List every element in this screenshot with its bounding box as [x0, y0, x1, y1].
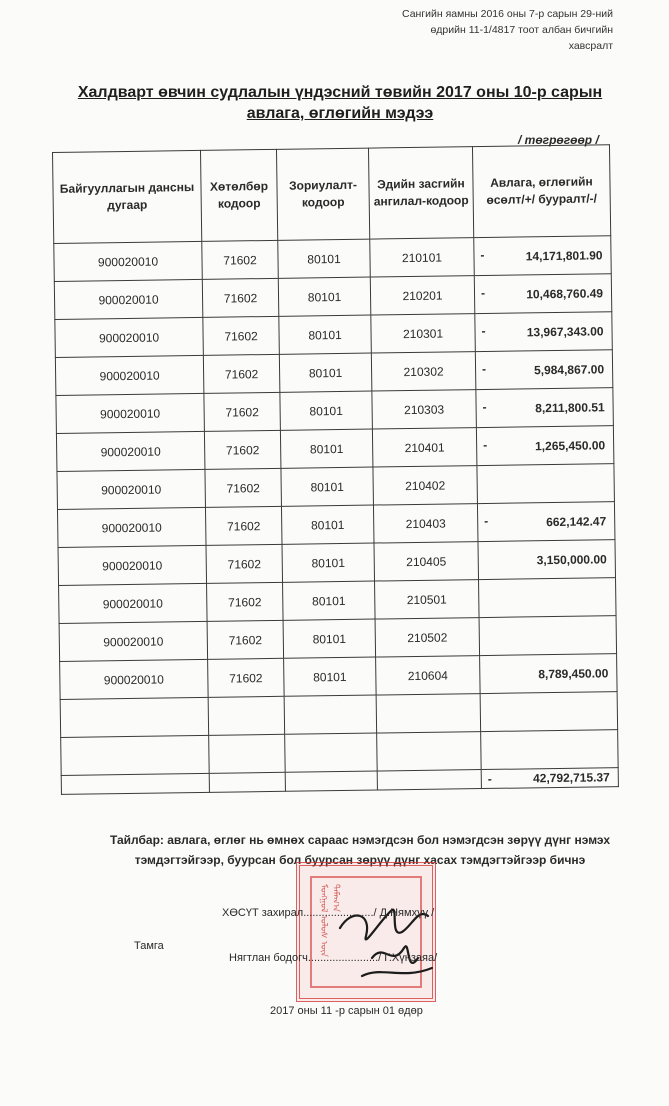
- accountant-name: ......................./ Г.Хүнзаяа/: [307, 952, 438, 964]
- cell-account: 900020010: [58, 545, 207, 585]
- sign-marker: -: [480, 285, 486, 301]
- column-header-purpose: Зориулалт-кодоор: [276, 148, 369, 240]
- cell-change-amount: [475, 350, 613, 390]
- cell-change-amount: [474, 236, 612, 276]
- cell-program: 71602: [203, 316, 280, 355]
- cell-program: 71602: [205, 506, 282, 545]
- cell-change-amount: [474, 274, 612, 314]
- cell-account: [61, 735, 210, 775]
- cell-program: [208, 696, 285, 735]
- handwritten-signature: [332, 888, 442, 988]
- cell-account: 900020010: [57, 469, 206, 509]
- cell-change-amount: [479, 616, 617, 656]
- cell-change-amount: [481, 730, 619, 770]
- cell-account: 900020010: [55, 317, 204, 357]
- table-header-row: [53, 145, 611, 244]
- total-empty-cell: [61, 773, 209, 794]
- attachment-note-line-2: өдрийн 11-1/4817 тоот албан бичгийн: [430, 24, 613, 36]
- stamp-label: Тамга: [134, 940, 164, 952]
- cell-economic-class: 210301: [371, 314, 476, 353]
- cell-economic-class: 210302: [371, 352, 476, 391]
- cell-purpose: 80101: [283, 581, 376, 620]
- cell-purpose: 80101: [278, 239, 371, 278]
- cell-purpose: 80101: [280, 391, 373, 430]
- cell-economic-class: 210405: [374, 542, 479, 581]
- cell-economic-class: 210604: [376, 656, 481, 695]
- cell-purpose: [285, 733, 378, 772]
- total-empty-cell: [209, 772, 285, 792]
- cell-change-amount: [477, 502, 615, 542]
- cell-program: 71602: [202, 278, 279, 317]
- sign-marker: -: [481, 323, 486, 339]
- cell-change-amount: [476, 388, 614, 428]
- cell-program: 71602: [204, 430, 281, 469]
- cell-program: 71602: [207, 582, 284, 621]
- accountant-title: Нягтлан бодогч: [229, 952, 308, 964]
- total-empty-cell: [377, 770, 481, 790]
- sign-marker: -: [484, 513, 489, 529]
- director-signature-line: [222, 907, 434, 919]
- cell-purpose: 80101: [279, 353, 372, 392]
- column-header-program: Хөтөлбөр кодоор: [200, 149, 277, 241]
- footnote-line-1: Тайлбар: авлага, өглөг нь өмнөх сараас нэмэгдсэн бол нэмэгдсэн зөрүү дүнг нэмэх: [109, 833, 611, 847]
- report-title-line-1: Халдварт өвчин судлалын үндэсний төвийн 2017 оны 10-р сарын: [77, 84, 603, 101]
- cell-change-amount: [479, 578, 617, 618]
- cell-purpose: 80101: [281, 505, 374, 544]
- amount-value: 662,142.47: [546, 513, 607, 529]
- sign-marker: -: [483, 437, 488, 453]
- amount-value: 10,468,760.49: [526, 285, 604, 301]
- cell-change-amount: [480, 654, 618, 694]
- cell-purpose: 80101: [284, 657, 377, 696]
- cell-account: 900020010: [54, 241, 203, 281]
- cell-change-amount: [476, 426, 614, 466]
- cell-account: 900020010: [59, 621, 208, 661]
- cell-change-amount: [475, 312, 613, 352]
- cell-program: 71602: [205, 468, 282, 507]
- cell-purpose: 80101: [281, 467, 374, 506]
- cell-program: 71602: [203, 354, 280, 393]
- attachment-note: [353, 6, 613, 54]
- amount-value: 13,967,343.00: [526, 323, 604, 339]
- sign-marker: -: [482, 399, 487, 415]
- cell-change-amount: [478, 540, 616, 580]
- amount-value: 1,265,450.00: [534, 437, 606, 453]
- cell-account: 900020010: [60, 659, 209, 699]
- cell-economic-class: [377, 732, 482, 771]
- attachment-note-line-1: Сангийн яамны 2016 оны 7-р сарын 29-ний: [402, 8, 613, 20]
- cell-purpose: 80101: [283, 619, 376, 658]
- cell-economic-class: 210402: [373, 466, 478, 505]
- total-empty-cell: [285, 771, 377, 791]
- amount-value: 5,984,867.00: [533, 361, 605, 377]
- director-title: ХӨСҮТ захирал: [222, 907, 304, 919]
- cell-purpose: [284, 695, 377, 734]
- cell-account: 900020010: [54, 279, 203, 319]
- footnote-line-2: тэмдэгтэйгээр, буурсан бол буурсан зөрүү дүнг хасах тэмдэгтэйгээр бичнэ: [134, 853, 586, 867]
- cell-program: 71602: [208, 658, 285, 697]
- amount-value: 14,171,801.90: [525, 247, 603, 263]
- total-amount-cell: [481, 768, 618, 789]
- cell-program: 71602: [207, 620, 284, 659]
- attachment-note-line-3: хавсралт: [568, 40, 613, 52]
- column-header-economic-class: Эдийн засгийн ангилал-кодоор: [368, 147, 473, 239]
- cell-economic-class: 210101: [370, 238, 475, 277]
- document-date: 2017 оны 11 -р сарын 01 өдөр: [270, 1005, 423, 1017]
- cell-economic-class: 210403: [373, 504, 478, 543]
- cell-change-amount: [477, 464, 615, 504]
- cell-economic-class: 210501: [375, 580, 480, 619]
- column-header-change: Авлага, өглөгийн өсөлт/+/ бууралт/-/: [472, 145, 610, 238]
- sign-marker: -: [481, 361, 487, 377]
- cell-account: [60, 697, 209, 737]
- currency-unit-label: / төгрөгөөр /: [518, 133, 599, 147]
- cell-economic-class: 210502: [375, 618, 480, 657]
- seal-pattern: ᠮᠣᠩᠭᠣᠯ ᠤᠯᠤᠰ ᠦᠨ ᠲᠠᠮᠠᠭ᠎ᠠ: [319, 884, 341, 958]
- total-amount-value: 42,792,715.37: [532, 770, 610, 786]
- amount-value: 3,150,000.00: [536, 551, 607, 567]
- amount-value: 8,789,450.00: [538, 665, 609, 681]
- cell-account: 900020010: [56, 393, 205, 433]
- accountant-signature-line: [229, 952, 437, 964]
- sign-marker: -: [480, 247, 485, 263]
- total-sign-marker: -: [487, 771, 492, 786]
- amount-value: 8,211,800.51: [535, 399, 605, 415]
- cell-purpose: 80101: [280, 429, 373, 468]
- cell-purpose: 80101: [279, 315, 372, 354]
- cell-account: 900020010: [57, 507, 206, 547]
- cell-account: 900020010: [56, 431, 205, 471]
- cell-economic-class: 210201: [370, 276, 475, 315]
- report-title-line-2: авлага, өглөгийн мэдээ: [246, 105, 434, 122]
- cell-program: 71602: [202, 240, 279, 279]
- cell-program: [209, 734, 286, 773]
- receivables-payables-table: [52, 144, 619, 795]
- cell-purpose: 80101: [278, 277, 371, 316]
- cell-account: 900020010: [55, 355, 204, 395]
- column-header-account: Байгууллагын дансны дугаар: [53, 150, 202, 243]
- cell-economic-class: 210303: [372, 390, 477, 429]
- cell-program: 71602: [204, 392, 281, 431]
- report-title: [40, 82, 640, 124]
- cell-purpose: 80101: [282, 543, 375, 582]
- cell-economic-class: [376, 694, 481, 733]
- cell-account: 900020010: [59, 583, 208, 623]
- cell-program: 71602: [206, 544, 283, 583]
- cell-change-amount: [480, 692, 618, 732]
- cell-economic-class: 210401: [372, 428, 477, 467]
- director-name: ......................./ Д.Нямхүү /: [303, 907, 435, 919]
